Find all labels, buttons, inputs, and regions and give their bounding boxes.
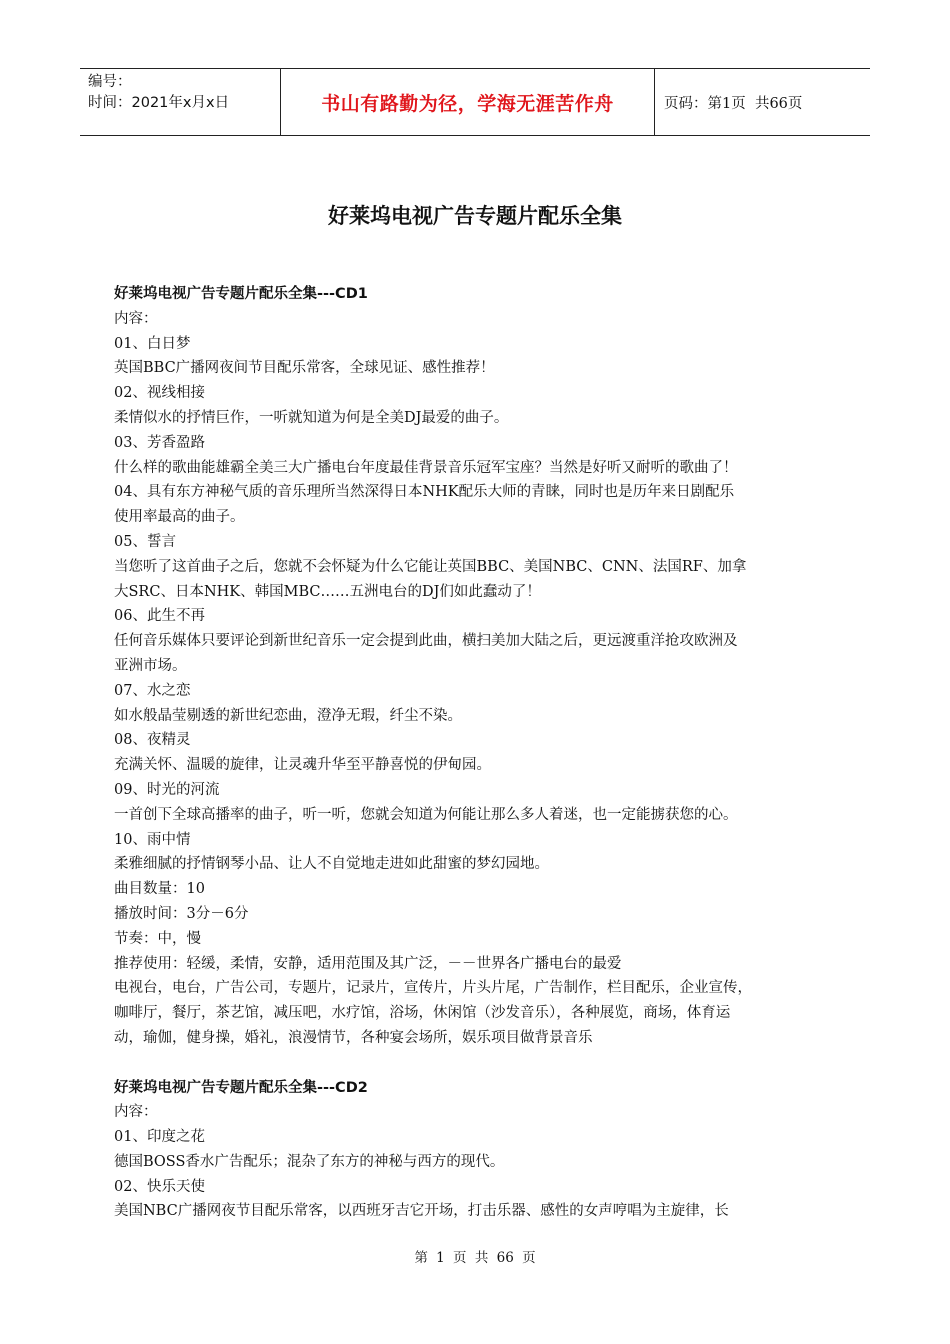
header-meta-cell — [80, 69, 281, 135]
text-line: 节奏：中，慢 — [114, 930, 201, 947]
text-line: 01、印度之花 — [114, 1129, 205, 1146]
text-line: 充满关怀、温暖的旋律，让灵魂升华至平静喜悦的伊甸园。 — [114, 757, 491, 774]
time-label: 时间：2021年x月x日 — [88, 95, 230, 111]
motto-text: 书山有路勤为径，学海无涯苦作舟 — [321, 92, 614, 115]
text-line: 大SRC、日本NHK、韩国MBC……五洲电台的DJ们如此蠢动了！ — [114, 583, 541, 600]
text-line: 一首创下全球高播率的曲子，听一听，您就会知道为何能让那么多人着迷，也一定能掳获您的心。 — [114, 806, 738, 823]
text-line: 09、时光的河流 — [114, 781, 220, 798]
text-line: 什么样的歌曲能雄霸全美三大广播电台年度最佳背景音乐冠军宝座？当然是好听又耐听的歌曲了！ — [114, 459, 738, 476]
text-line: 咖啡厅，餐厅，茶艺馆，减压吧，水疗馆，浴场，休闲馆（沙发音乐），各种展览，商场，体育运 — [114, 1005, 731, 1022]
text-line: 柔雅细腻的抒情钢琴小品、让人不自觉地走进如此甜蜜的梦幻园地。 — [114, 856, 549, 873]
section-spacer — [114, 1051, 854, 1076]
cd2-heading: 好莱坞电视广告专题片配乐全集---CD2 — [114, 1079, 368, 1096]
text-line: 04、具有东方神秘气质的音乐理所当然深得日本NHK配乐大师的青睐，同时也是历年来日剧配乐 — [114, 484, 735, 501]
text-line: 电视台，电台，广告公司，专题片，记录片，宣传片，片头片尾，广告制作，栏目配乐，企业宣传， — [114, 980, 752, 997]
header-table — [80, 68, 870, 136]
text-line: 亚洲市场。 — [114, 657, 187, 674]
text-line: 01、白日梦 — [114, 335, 191, 352]
text-line: 如水般晶莹剔透的新世纪恋曲，澄净无瑕，纤尘不染。 — [114, 707, 462, 724]
cd1-section — [114, 307, 854, 1051]
text-line: 任何音乐媒体只要评论到新世纪音乐一定会提到此曲，横扫美加大陆之后，更远渡重洋抢攻欧洲及 — [114, 633, 738, 650]
number-label: 编号： — [88, 74, 132, 90]
page-info: 页码：第1页 共66页 — [664, 95, 803, 112]
text-line: 05、誓言 — [114, 533, 176, 550]
text-line: 当您听了这首曲子之后，您就不会怀疑为什么它能让英国BBC、美国NBC、CNN、法国RF、加拿 — [114, 558, 747, 575]
text-line: 推荐使用：轻缓，柔情，安静，适用范围及其广泛，－－世界各广播电台的最爱 — [114, 955, 622, 972]
text-line: 06、此生不再 — [114, 608, 205, 625]
text-line: 02、视线相接 — [114, 385, 205, 402]
header-page-cell — [655, 69, 870, 135]
text-line: 03、芳香盈路 — [114, 434, 205, 451]
document-body — [114, 282, 854, 1224]
text-line: 02、快乐天使 — [114, 1178, 205, 1195]
text-line: 08、夜精灵 — [114, 732, 191, 749]
text-line: 10、雨中情 — [114, 831, 191, 848]
text-line: 美国NBC广播网夜节目配乐常客，以西班牙吉它开场，打击乐器、感性的女声哼唱为主旋律，长 — [114, 1203, 729, 1220]
text-line: 使用率最高的曲子。 — [114, 509, 245, 526]
header-motto-cell — [281, 69, 655, 135]
text-line: 曲目数量：10 — [114, 881, 205, 898]
text-line: 英国BBC广播网夜间节目配乐常客，全球见证、感性推荐！ — [114, 360, 495, 377]
cd2-section — [114, 1100, 854, 1224]
text-line: 内容： — [114, 310, 158, 327]
document-title: 好莱坞电视广告专题片配乐全集 — [328, 204, 622, 228]
page-footer: 第 1 页 共 66 页 — [414, 1250, 536, 1266]
text-line: 内容： — [114, 1104, 158, 1121]
text-line: 播放时间：3分－6分 — [114, 905, 249, 922]
text-line: 07、水之恋 — [114, 682, 191, 699]
text-line: 柔情似水的抒情巨作，一听就知道为何是全美DJ最爱的曲子。 — [114, 409, 509, 426]
text-line: 德国BOSS香水广告配乐；混杂了东方的神秘与西方的现代。 — [114, 1153, 505, 1170]
text-line: 动，瑜伽，健身操，婚礼，浪漫情节，各种宴会场所，娱乐项目做背景音乐 — [114, 1029, 593, 1046]
cd1-heading: 好莱坞电视广告专题片配乐全集---CD1 — [114, 286, 368, 302]
